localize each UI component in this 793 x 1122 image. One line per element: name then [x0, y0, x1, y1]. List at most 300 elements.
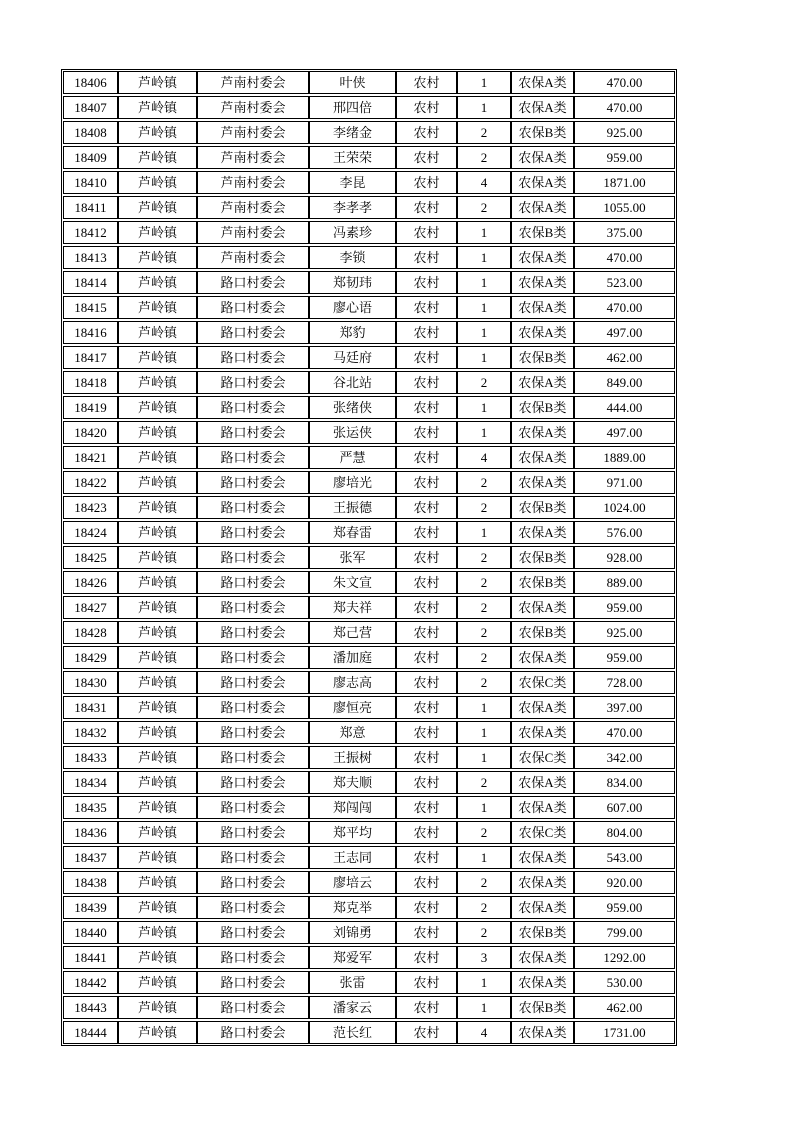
- cell-area-type: 农村: [396, 571, 457, 594]
- cell-person-count: 1: [457, 696, 511, 719]
- cell-category: 农保A类: [511, 946, 574, 969]
- cell-person-count: 1: [457, 971, 511, 994]
- cell-amount: 1889.00: [574, 446, 675, 469]
- cell-name: 王荣荣: [309, 146, 396, 169]
- cell-id: 18437: [63, 846, 118, 869]
- cell-category: 农保A类: [511, 696, 574, 719]
- cell-category: 农保A类: [511, 421, 574, 444]
- cell-category: 农保A类: [511, 646, 574, 669]
- cell-id: 18420: [63, 421, 118, 444]
- cell-id: 18424: [63, 521, 118, 544]
- table-row: [63, 946, 675, 969]
- cell-category: 农保C类: [511, 821, 574, 844]
- cell-category: 农保A类: [511, 596, 574, 619]
- cell-amount: 1024.00: [574, 496, 675, 519]
- cell-village: 芦南村委会: [197, 71, 309, 94]
- cell-person-count: 2: [457, 771, 511, 794]
- cell-name: 严慧: [309, 446, 396, 469]
- table-row: [63, 846, 675, 869]
- cell-amount: 470.00: [574, 246, 675, 269]
- table-row: [63, 171, 675, 194]
- table-row: [63, 321, 675, 344]
- cell-name: 潘加庭: [309, 646, 396, 669]
- cell-name: 郑夫顺: [309, 771, 396, 794]
- subsidy-table: [61, 69, 677, 1046]
- cell-category: 农保B类: [511, 121, 574, 144]
- cell-person-count: 2: [457, 646, 511, 669]
- cell-name: 郑春雷: [309, 521, 396, 544]
- cell-area-type: 农村: [396, 746, 457, 769]
- cell-id: 18418: [63, 371, 118, 394]
- cell-id: 18417: [63, 346, 118, 369]
- cell-person-count: 2: [457, 596, 511, 619]
- cell-town: 芦岭镇: [118, 371, 197, 394]
- table-row: [63, 471, 675, 494]
- cell-category: 农保A类: [511, 146, 574, 169]
- cell-area-type: 农村: [396, 71, 457, 94]
- cell-town: 芦岭镇: [118, 421, 197, 444]
- cell-amount: 728.00: [574, 671, 675, 694]
- cell-area-type: 农村: [396, 146, 457, 169]
- cell-person-count: 1: [457, 746, 511, 769]
- table-row: [63, 1021, 675, 1044]
- cell-amount: 1292.00: [574, 946, 675, 969]
- cell-town: 芦岭镇: [118, 271, 197, 294]
- cell-id: 18432: [63, 721, 118, 744]
- cell-name: 刘锦勇: [309, 921, 396, 944]
- cell-village: 芦南村委会: [197, 246, 309, 269]
- cell-id: 18444: [63, 1021, 118, 1044]
- cell-name: 张绪侠: [309, 396, 396, 419]
- cell-category: 农保A类: [511, 796, 574, 819]
- cell-amount: 470.00: [574, 296, 675, 319]
- cell-town: 芦岭镇: [118, 646, 197, 669]
- cell-person-count: 4: [457, 1021, 511, 1044]
- cell-category: 农保A类: [511, 971, 574, 994]
- cell-amount: 928.00: [574, 546, 675, 569]
- cell-amount: 799.00: [574, 921, 675, 944]
- cell-category: 农保A类: [511, 196, 574, 219]
- cell-town: 芦岭镇: [118, 221, 197, 244]
- cell-village: 芦南村委会: [197, 196, 309, 219]
- cell-category: 农保B类: [511, 221, 574, 244]
- cell-area-type: 农村: [396, 921, 457, 944]
- cell-id: 18431: [63, 696, 118, 719]
- cell-category: 农保B类: [511, 396, 574, 419]
- cell-amount: 804.00: [574, 821, 675, 844]
- cell-amount: 444.00: [574, 396, 675, 419]
- cell-town: 芦岭镇: [118, 471, 197, 494]
- cell-amount: 1731.00: [574, 1021, 675, 1044]
- cell-name: 朱文宣: [309, 571, 396, 594]
- cell-area-type: 农村: [396, 446, 457, 469]
- table-row: [63, 721, 675, 744]
- cell-category: 农保B类: [511, 546, 574, 569]
- cell-town: 芦岭镇: [118, 446, 197, 469]
- cell-town: 芦岭镇: [118, 121, 197, 144]
- cell-id: 18434: [63, 771, 118, 794]
- cell-person-count: 1: [457, 221, 511, 244]
- cell-town: 芦岭镇: [118, 196, 197, 219]
- cell-id: 18430: [63, 671, 118, 694]
- cell-town: 芦岭镇: [118, 346, 197, 369]
- table-row: [63, 696, 675, 719]
- cell-village: 路口村委会: [197, 621, 309, 644]
- cell-name: 李孝孝: [309, 196, 396, 219]
- cell-id: 18439: [63, 896, 118, 919]
- table-row: [63, 396, 675, 419]
- cell-person-count: 1: [457, 321, 511, 344]
- cell-village: 路口村委会: [197, 946, 309, 969]
- cell-category: 农保A类: [511, 1021, 574, 1044]
- cell-town: 芦岭镇: [118, 921, 197, 944]
- cell-category: 农保A类: [511, 446, 574, 469]
- cell-id: 18427: [63, 596, 118, 619]
- cell-town: 芦岭镇: [118, 296, 197, 319]
- table-row: [63, 646, 675, 669]
- cell-town: 芦岭镇: [118, 971, 197, 994]
- cell-town: 芦岭镇: [118, 771, 197, 794]
- cell-amount: 497.00: [574, 421, 675, 444]
- cell-village: 路口村委会: [197, 646, 309, 669]
- cell-person-count: 1: [457, 346, 511, 369]
- cell-area-type: 农村: [396, 646, 457, 669]
- cell-amount: 607.00: [574, 796, 675, 819]
- cell-village: 路口村委会: [197, 771, 309, 794]
- cell-name: 潘家云: [309, 996, 396, 1019]
- cell-name: 郑韧玮: [309, 271, 396, 294]
- cell-area-type: 农村: [396, 246, 457, 269]
- cell-category: 农保B类: [511, 621, 574, 644]
- cell-area-type: 农村: [396, 846, 457, 869]
- cell-id: 18443: [63, 996, 118, 1019]
- cell-name: 王志同: [309, 846, 396, 869]
- cell-category: 农保A类: [511, 171, 574, 194]
- cell-town: 芦岭镇: [118, 596, 197, 619]
- cell-town: 芦岭镇: [118, 146, 197, 169]
- table-row: [63, 546, 675, 569]
- cell-name: 王振树: [309, 746, 396, 769]
- cell-area-type: 农村: [396, 496, 457, 519]
- cell-amount: 1871.00: [574, 171, 675, 194]
- table-row: [63, 596, 675, 619]
- cell-village: 芦南村委会: [197, 171, 309, 194]
- cell-id: 18440: [63, 921, 118, 944]
- cell-area-type: 农村: [396, 871, 457, 894]
- cell-category: 农保B类: [511, 921, 574, 944]
- cell-town: 芦岭镇: [118, 496, 197, 519]
- cell-name: 廖培光: [309, 471, 396, 494]
- cell-area-type: 农村: [396, 946, 457, 969]
- cell-category: 农保A类: [511, 71, 574, 94]
- table-row: [63, 971, 675, 994]
- cell-village: 路口村委会: [197, 471, 309, 494]
- cell-name: 郑豹: [309, 321, 396, 344]
- cell-person-count: 2: [457, 196, 511, 219]
- cell-area-type: 农村: [396, 546, 457, 569]
- cell-person-count: 1: [457, 271, 511, 294]
- cell-town: 芦岭镇: [118, 896, 197, 919]
- table-row: [63, 521, 675, 544]
- cell-village: 路口村委会: [197, 521, 309, 544]
- cell-name: 马廷府: [309, 346, 396, 369]
- cell-id: 18407: [63, 96, 118, 119]
- table-row: [63, 921, 675, 944]
- cell-id: 18436: [63, 821, 118, 844]
- table-row: [63, 746, 675, 769]
- cell-category: 农保B类: [511, 346, 574, 369]
- cell-amount: 925.00: [574, 121, 675, 144]
- cell-village: 路口村委会: [197, 421, 309, 444]
- cell-category: 农保A类: [511, 296, 574, 319]
- cell-person-count: 1: [457, 846, 511, 869]
- cell-town: 芦岭镇: [118, 71, 197, 94]
- cell-id: 18425: [63, 546, 118, 569]
- cell-area-type: 农村: [396, 346, 457, 369]
- cell-name: 李锁: [309, 246, 396, 269]
- table-row: [63, 496, 675, 519]
- cell-id: 18422: [63, 471, 118, 494]
- cell-amount: 971.00: [574, 471, 675, 494]
- cell-name: 张军: [309, 546, 396, 569]
- cell-village: 路口村委会: [197, 896, 309, 919]
- cell-person-count: 2: [457, 546, 511, 569]
- cell-area-type: 农村: [396, 296, 457, 319]
- cell-amount: 1055.00: [574, 196, 675, 219]
- cell-village: 路口村委会: [197, 271, 309, 294]
- cell-category: 农保A类: [511, 246, 574, 269]
- cell-area-type: 农村: [396, 1021, 457, 1044]
- table-row: [63, 821, 675, 844]
- cell-id: 18441: [63, 946, 118, 969]
- table-row: [63, 371, 675, 394]
- cell-town: 芦岭镇: [118, 846, 197, 869]
- table-row: [63, 796, 675, 819]
- cell-person-count: 4: [457, 171, 511, 194]
- cell-id: 18438: [63, 871, 118, 894]
- cell-id: 18423: [63, 496, 118, 519]
- cell-amount: 462.00: [574, 996, 675, 1019]
- table-row: [63, 446, 675, 469]
- cell-person-count: 1: [457, 796, 511, 819]
- cell-village: 路口村委会: [197, 846, 309, 869]
- cell-name: 郑克举: [309, 896, 396, 919]
- cell-id: 18426: [63, 571, 118, 594]
- cell-category: 农保A类: [511, 471, 574, 494]
- table-row: [63, 96, 675, 119]
- cell-category: 农保A类: [511, 271, 574, 294]
- cell-person-count: 1: [457, 521, 511, 544]
- cell-id: 18415: [63, 296, 118, 319]
- cell-town: 芦岭镇: [118, 96, 197, 119]
- cell-town: 芦岭镇: [118, 871, 197, 894]
- cell-name: 谷北站: [309, 371, 396, 394]
- cell-id: 18421: [63, 446, 118, 469]
- cell-village: 路口村委会: [197, 796, 309, 819]
- table-row: [63, 296, 675, 319]
- cell-amount: 925.00: [574, 621, 675, 644]
- cell-person-count: 2: [457, 671, 511, 694]
- cell-person-count: 2: [457, 371, 511, 394]
- cell-village: 芦南村委会: [197, 96, 309, 119]
- cell-person-count: 1: [457, 396, 511, 419]
- cell-amount: 576.00: [574, 521, 675, 544]
- cell-person-count: 4: [457, 446, 511, 469]
- cell-village: 路口村委会: [197, 346, 309, 369]
- cell-village: 路口村委会: [197, 971, 309, 994]
- cell-amount: 523.00: [574, 271, 675, 294]
- cell-name: 李昆: [309, 171, 396, 194]
- cell-amount: 342.00: [574, 746, 675, 769]
- cell-person-count: 2: [457, 121, 511, 144]
- cell-name: 廖志高: [309, 671, 396, 694]
- table-row: [63, 196, 675, 219]
- cell-amount: 497.00: [574, 321, 675, 344]
- cell-id: 18408: [63, 121, 118, 144]
- cell-village: 路口村委会: [197, 371, 309, 394]
- cell-area-type: 农村: [396, 371, 457, 394]
- cell-village: 路口村委会: [197, 746, 309, 769]
- table-row: [63, 896, 675, 919]
- cell-name: 郑己营: [309, 621, 396, 644]
- cell-town: 芦岭镇: [118, 571, 197, 594]
- cell-person-count: 1: [457, 721, 511, 744]
- table-row: [63, 121, 675, 144]
- cell-id: 18419: [63, 396, 118, 419]
- table-row: [63, 996, 675, 1019]
- cell-area-type: 农村: [396, 696, 457, 719]
- cell-id: 18411: [63, 196, 118, 219]
- cell-category: 农保C类: [511, 746, 574, 769]
- cell-amount: 470.00: [574, 96, 675, 119]
- cell-village: 路口村委会: [197, 1021, 309, 1044]
- cell-amount: 530.00: [574, 971, 675, 994]
- cell-person-count: 1: [457, 71, 511, 94]
- cell-id: 18409: [63, 146, 118, 169]
- cell-name: 叶侠: [309, 71, 396, 94]
- cell-category: 农保A类: [511, 721, 574, 744]
- cell-person-count: 2: [457, 921, 511, 944]
- cell-category: 农保C类: [511, 671, 574, 694]
- cell-name: 郑平均: [309, 821, 396, 844]
- cell-town: 芦岭镇: [118, 796, 197, 819]
- cell-village: 路口村委会: [197, 446, 309, 469]
- cell-person-count: 2: [457, 146, 511, 169]
- cell-amount: 959.00: [574, 896, 675, 919]
- cell-id: 18406: [63, 71, 118, 94]
- cell-village: 路口村委会: [197, 671, 309, 694]
- cell-area-type: 农村: [396, 821, 457, 844]
- cell-town: 芦岭镇: [118, 946, 197, 969]
- cell-name: 廖培云: [309, 871, 396, 894]
- cell-category: 农保B类: [511, 571, 574, 594]
- cell-amount: 834.00: [574, 771, 675, 794]
- cell-amount: 959.00: [574, 146, 675, 169]
- cell-category: 农保B类: [511, 996, 574, 1019]
- cell-town: 芦岭镇: [118, 671, 197, 694]
- cell-id: 18429: [63, 646, 118, 669]
- cell-village: 路口村委会: [197, 571, 309, 594]
- cell-area-type: 农村: [396, 771, 457, 794]
- cell-name: 李绪金: [309, 121, 396, 144]
- cell-area-type: 农村: [396, 796, 457, 819]
- cell-category: 农保A类: [511, 771, 574, 794]
- cell-name: 冯素珍: [309, 221, 396, 244]
- cell-amount: 470.00: [574, 71, 675, 94]
- cell-town: 芦岭镇: [118, 321, 197, 344]
- cell-area-type: 农村: [396, 671, 457, 694]
- cell-id: 18413: [63, 246, 118, 269]
- cell-id: 18414: [63, 271, 118, 294]
- cell-name: 郑夫祥: [309, 596, 396, 619]
- table-row: [63, 221, 675, 244]
- cell-village: 芦南村委会: [197, 221, 309, 244]
- cell-area-type: 农村: [396, 221, 457, 244]
- cell-town: 芦岭镇: [118, 1021, 197, 1044]
- cell-category: 农保A类: [511, 321, 574, 344]
- cell-id: 18410: [63, 171, 118, 194]
- cell-category: 农保B类: [511, 496, 574, 519]
- cell-amount: 959.00: [574, 596, 675, 619]
- cell-area-type: 农村: [396, 621, 457, 644]
- cell-town: 芦岭镇: [118, 721, 197, 744]
- cell-village: 路口村委会: [197, 396, 309, 419]
- cell-area-type: 农村: [396, 121, 457, 144]
- cell-area-type: 农村: [396, 896, 457, 919]
- cell-area-type: 农村: [396, 96, 457, 119]
- cell-town: 芦岭镇: [118, 821, 197, 844]
- table-row: [63, 671, 675, 694]
- cell-amount: 920.00: [574, 871, 675, 894]
- cell-person-count: 1: [457, 96, 511, 119]
- cell-town: 芦岭镇: [118, 521, 197, 544]
- cell-amount: 375.00: [574, 221, 675, 244]
- cell-amount: 849.00: [574, 371, 675, 394]
- cell-name: 范长红: [309, 1021, 396, 1044]
- cell-category: 农保A类: [511, 371, 574, 394]
- cell-amount: 543.00: [574, 846, 675, 869]
- cell-village: 芦南村委会: [197, 121, 309, 144]
- cell-name: 郑闯闯: [309, 796, 396, 819]
- cell-name: 廖心语: [309, 296, 396, 319]
- cell-person-count: 2: [457, 821, 511, 844]
- cell-village: 路口村委会: [197, 821, 309, 844]
- cell-person-count: 2: [457, 621, 511, 644]
- cell-person-count: 2: [457, 571, 511, 594]
- cell-name: 张雷: [309, 971, 396, 994]
- cell-area-type: 农村: [396, 271, 457, 294]
- table-row: [63, 246, 675, 269]
- cell-category: 农保A类: [511, 846, 574, 869]
- cell-town: 芦岭镇: [118, 696, 197, 719]
- cell-village: 路口村委会: [197, 496, 309, 519]
- cell-town: 芦岭镇: [118, 246, 197, 269]
- cell-name: 郑意: [309, 721, 396, 744]
- cell-village: 芦南村委会: [197, 146, 309, 169]
- cell-area-type: 农村: [396, 721, 457, 744]
- cell-person-count: 1: [457, 996, 511, 1019]
- table-row: [63, 421, 675, 444]
- cell-name: 张运侠: [309, 421, 396, 444]
- cell-name: 郑爱军: [309, 946, 396, 969]
- cell-village: 路口村委会: [197, 921, 309, 944]
- cell-amount: 462.00: [574, 346, 675, 369]
- cell-person-count: 2: [457, 896, 511, 919]
- table-row: [63, 346, 675, 369]
- table-row: [63, 146, 675, 169]
- cell-name: 邢四倍: [309, 96, 396, 119]
- cell-village: 路口村委会: [197, 721, 309, 744]
